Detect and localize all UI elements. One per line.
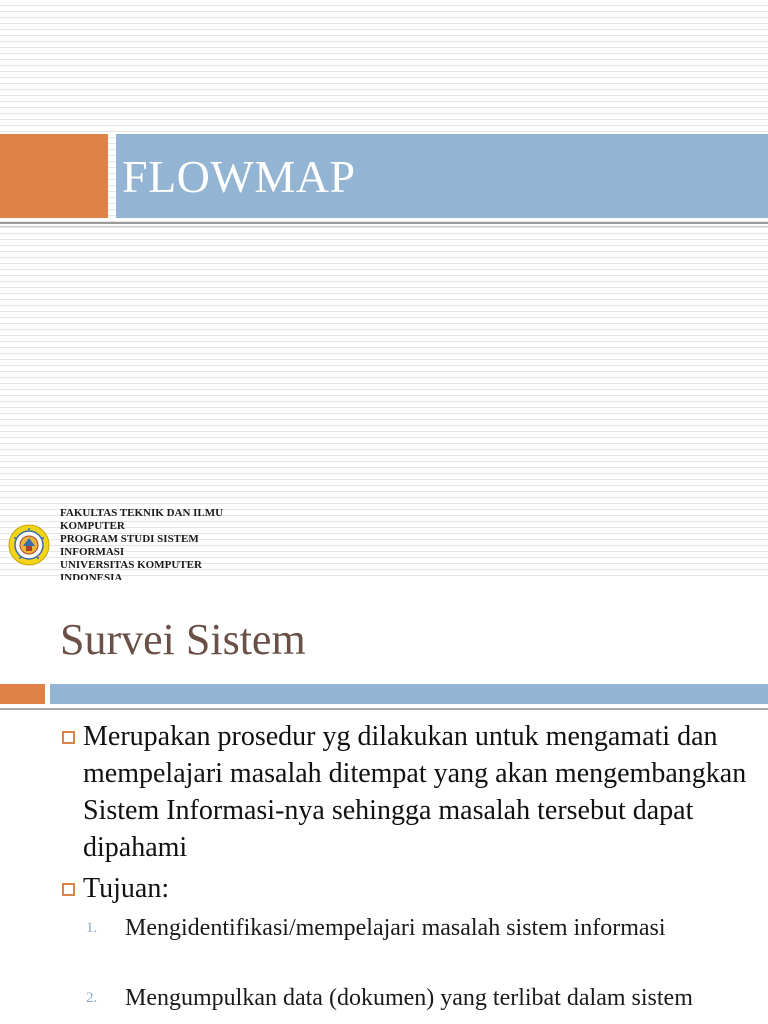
- numbered-item: [86, 912, 726, 944]
- bullet-item: [62, 870, 752, 907]
- university-seal-icon: [8, 524, 50, 566]
- title-accent-orange-block: [0, 134, 108, 218]
- title-divider: [0, 222, 768, 224]
- institution-line: PROGRAM STUDI SISTEM: [60, 533, 199, 545]
- institution-line: INFORMASI: [60, 546, 125, 558]
- item-number: 2.: [86, 990, 98, 1006]
- numbered-item: [86, 982, 726, 1014]
- bullet-text: Tujuan:: [83, 873, 170, 904]
- header-divider: [0, 708, 768, 710]
- slide-title: FLOWMAP: [122, 151, 356, 202]
- bullet-item: [62, 718, 752, 866]
- numbered-item-text: Mengumpulkan data (dokumen) yang terlibat dalam sistem: [125, 985, 693, 1011]
- square-bullet-icon: [62, 731, 75, 744]
- header-accent-blue-bar: [50, 684, 768, 704]
- square-bullet-icon: [62, 883, 75, 896]
- slide-title: Survei Sistem: [60, 615, 306, 664]
- content-slide: [0, 580, 768, 1024]
- institution-line: INDONESIA: [60, 572, 123, 580]
- bullet-text: Merupakan prosedur yg dilakukan untuk mengamati dan mempelajari masalah ditempat yang akan mengembangkan Sistem Informasi-nya sehingga masalah tersebut dapat dipahami: [83, 721, 747, 863]
- title-divider-thin: [0, 226, 768, 227]
- institution-line: UNIVERSITAS KOMPUTER: [60, 559, 202, 571]
- item-number: 1.: [86, 920, 98, 936]
- institution-text: [60, 507, 235, 580]
- institution-line: KOMPUTER: [60, 520, 125, 532]
- numbered-item-text: Mengidentifikasi/mempelajari masalah sistem informasi: [125, 915, 666, 941]
- institution-line: FAKULTAS TEKNIK DAN ILMU: [60, 507, 224, 519]
- header-accent-orange-block: [0, 684, 45, 704]
